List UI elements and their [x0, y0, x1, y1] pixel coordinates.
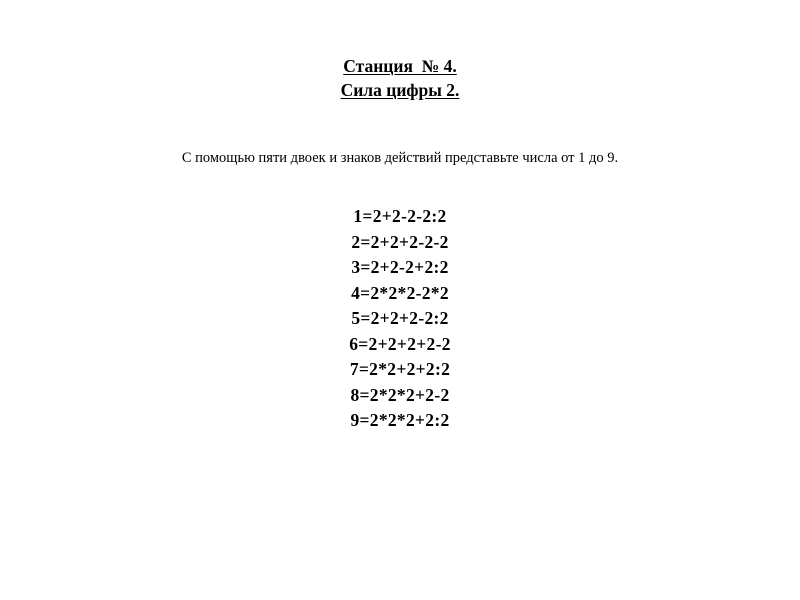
solution-line: 2=2+2+2-2-2	[351, 231, 449, 252]
solution-line: 8=2*2*2+2-2	[350, 384, 450, 405]
title-block	[0, 54, 800, 102]
solution-line: 9=2*2*2+2:2	[350, 410, 450, 430]
solution-line: 5=2+2+2-2:2	[351, 308, 449, 328]
task-text: С помощью пяти двоек и знаков действий представьте числа от 1 до 9.	[181, 150, 619, 166]
station-title: Станция № 4.	[343, 56, 457, 76]
solution-line: 4=2*2*2-2*2	[351, 282, 449, 303]
solution-line: 7=2*2+2+2:2	[349, 359, 451, 379]
solution-line: 6=2+2+2+2-2	[349, 333, 451, 354]
solution-line: 1=2+2-2-2:2	[353, 206, 447, 226]
station-subtitle: Сила цифры 2.	[340, 80, 460, 100]
solutions-list	[0, 204, 800, 434]
solution-line: 3=2+2-2+2:2	[351, 257, 449, 277]
